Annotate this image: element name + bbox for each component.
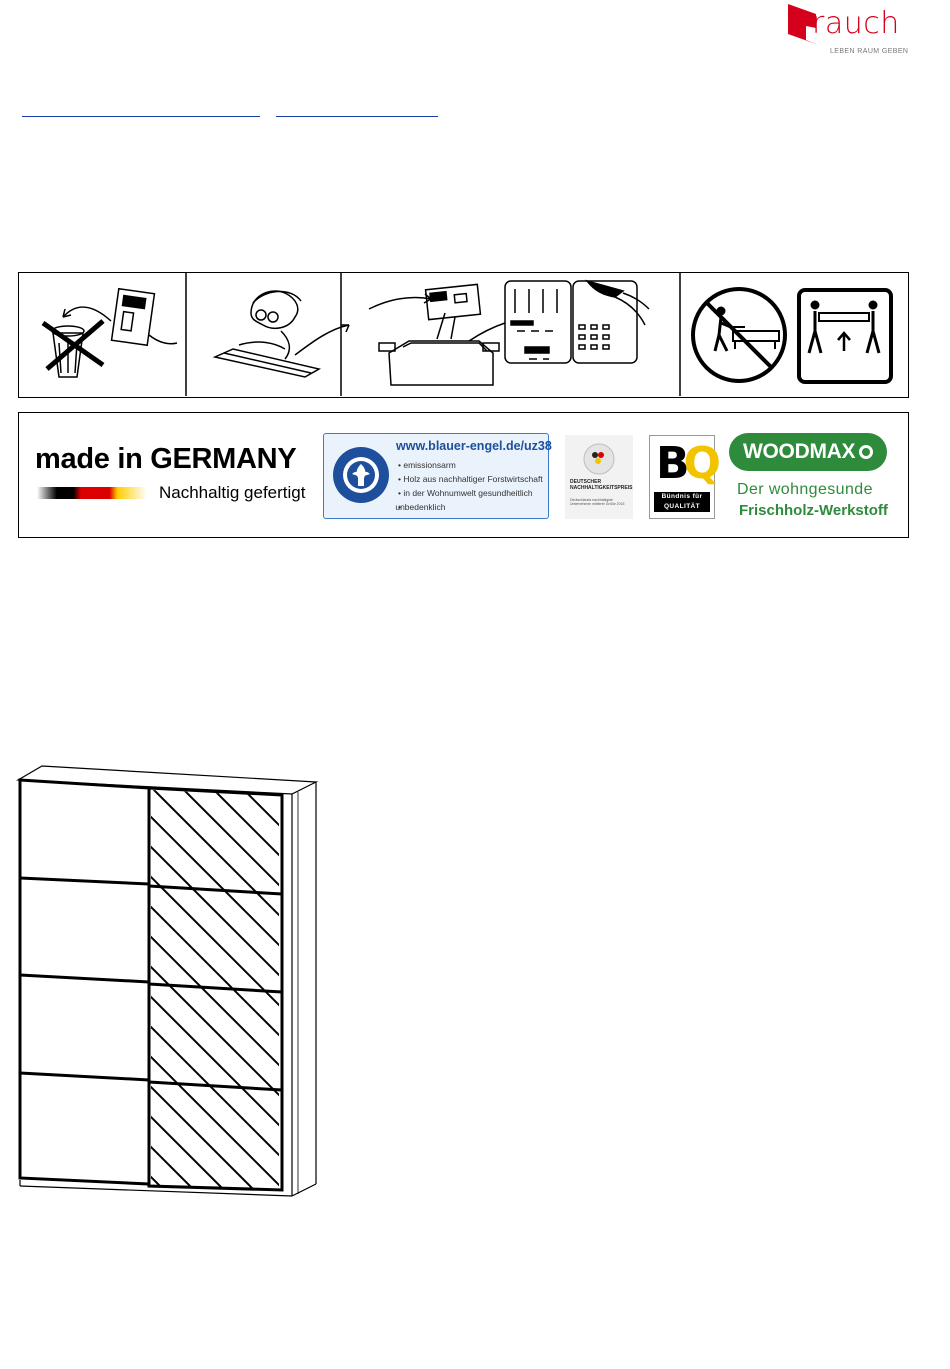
bq-letters — [656, 438, 715, 489]
bq-band-line1: Bündnis für — [661, 493, 703, 500]
blauer-engel-item-cont: unbedenklich — [395, 502, 446, 512]
nachhaltigkeitspreis-small1: Deutschlands nachhaltigste — [570, 498, 613, 502]
blauer-engel-criteria — [395, 458, 543, 514]
made-in-germany-title: made in GERMANY — [35, 443, 297, 475]
woodmax-name: WOODMAX — [743, 440, 856, 463]
link-underline-2[interactable] — [276, 116, 438, 117]
nachhaltigkeitspreis-title — [570, 479, 632, 491]
sustainability-award-icon — [573, 441, 625, 477]
blauer-engel-item: • emissionsarm — [398, 458, 543, 472]
nachhaltigkeitspreis-badge — [565, 435, 633, 519]
nachhaltigkeitspreis-line2: NACHHALTIGKEITSPREIS — [570, 485, 633, 491]
brand-name: rauch — [812, 6, 900, 41]
german-flag-gradient-icon — [37, 487, 147, 499]
woodmax-tagline-2: Frischholz-Werkstoff — [739, 502, 888, 519]
nachhaltigkeitspreis-small2: Unternehmen mittlerer Größe 2015 — [570, 502, 625, 506]
do-not-discard-instructions-icon — [43, 289, 177, 377]
woodmax-dot-icon — [859, 445, 873, 459]
instruction-pictogram-strip — [18, 272, 909, 398]
blauer-engel-seal-icon — [332, 442, 390, 508]
woodmax-tagline-1: Der wohngesunde — [737, 481, 873, 498]
sliding-door-wardrobe-icon — [14, 760, 324, 1200]
blauer-engel-label — [323, 433, 552, 519]
brand-tagline: LEBEN RAUM GEBEN — [830, 48, 909, 55]
certification-strip — [18, 412, 909, 538]
link-underline-1[interactable] — [22, 116, 260, 117]
bq-letter-b: B — [656, 438, 684, 489]
instruction-pictograms — [19, 273, 907, 396]
read-instructions-icon — [215, 291, 349, 377]
blauer-engel-item: • Holz aus nachhaltiger Forstwirtschaft — [398, 472, 543, 486]
bq-band — [654, 492, 710, 512]
lift-with-two-people-icon — [799, 290, 891, 382]
blauer-engel-item — [395, 500, 543, 514]
bq-letter-q: Q — [683, 438, 715, 489]
wardrobe-illustration — [14, 760, 324, 1205]
do-not-push-furniture-icon — [693, 289, 785, 381]
nachhaltigkeitspreis-line1: DEUTSCHER — [570, 479, 602, 485]
blauer-engel-url: www.blauer-engel.de/uz38 — [396, 439, 552, 453]
keep-instructions-and-parts-icon — [369, 281, 649, 385]
made-in-germany-subtitle: Nachhaltig gefertigt — [159, 483, 306, 502]
woodmax-logo — [729, 433, 887, 471]
bq-quality-badge — [649, 435, 715, 519]
brand-logo — [784, 2, 912, 60]
nachhaltigkeitspreis-small — [570, 498, 624, 506]
bq-band-line2: QUALITÄT — [663, 503, 701, 510]
blauer-engel-item: • in der Wohnumwelt gesundheitlich — [398, 486, 543, 500]
